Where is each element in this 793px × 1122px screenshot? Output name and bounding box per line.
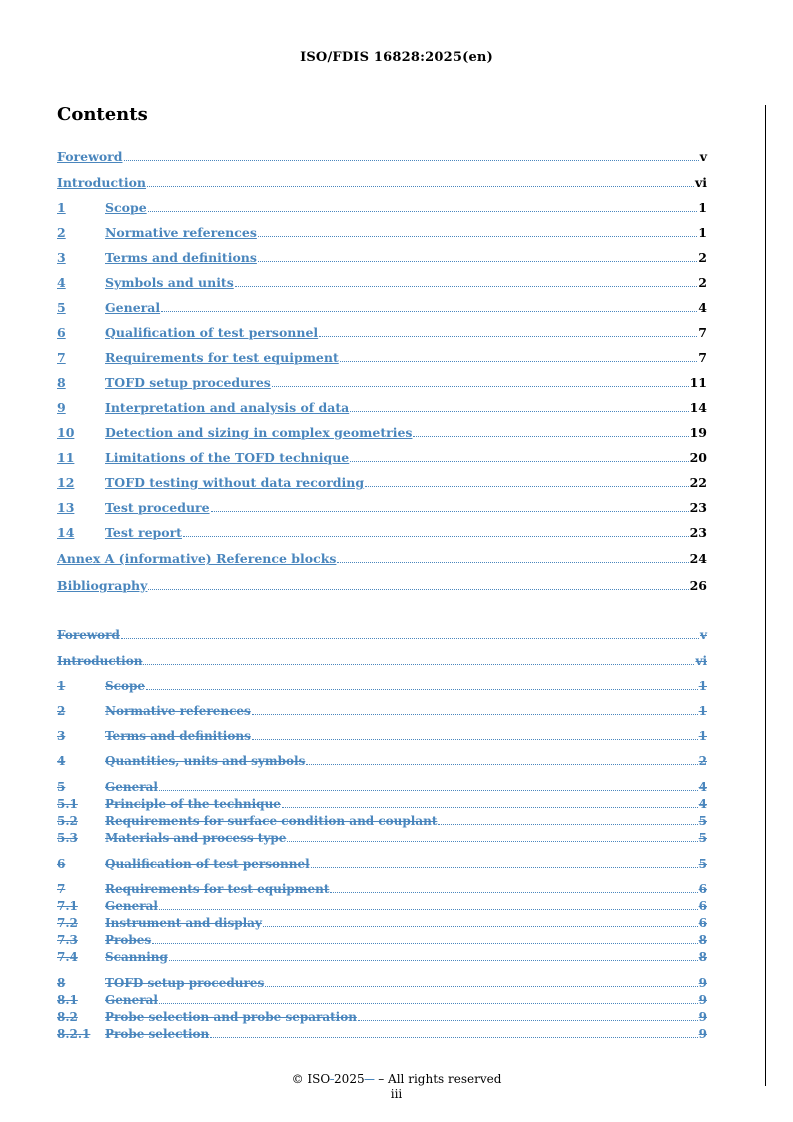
toc-entry-number: 6 <box>57 325 66 340</box>
dot-leader <box>235 286 698 287</box>
toc-entry-title: Requirements for test equipment <box>105 882 330 896</box>
toc-entry-number: 7.1 <box>57 899 78 913</box>
dot-leader <box>124 160 699 161</box>
toc-entry-title: General <box>105 899 158 913</box>
dot-leader <box>258 236 697 237</box>
toc-entry-number: 3 <box>57 250 66 265</box>
toc-entry[interactable] <box>57 148 707 164</box>
dot-leader <box>282 807 698 808</box>
deleted-toc-entry <box>57 948 707 964</box>
toc-entry-title: Requirements for surface condition and couplant <box>105 814 438 828</box>
toc-entry-title: Probes <box>105 933 152 947</box>
toc-entry-title[interactable]: Interpretation and analysis of data <box>105 400 350 415</box>
toc-entry-page: 14 <box>689 400 707 415</box>
toc-entry-title[interactable]: General <box>105 300 161 315</box>
dot-leader <box>350 411 688 412</box>
toc-entry-page: 9 <box>698 993 707 1007</box>
dot-leader <box>210 1037 697 1038</box>
dot-leader <box>152 943 698 944</box>
toc-entry-title: General <box>105 780 158 794</box>
deleted-toc-entry <box>57 931 707 947</box>
toc-entry-title: Qualification of test personnel <box>105 857 310 871</box>
dot-leader <box>306 764 697 765</box>
toc-entry-number: 5 <box>57 780 66 794</box>
toc-entry-number: 14 <box>57 525 75 540</box>
toc-entry-page: 6 <box>698 916 707 930</box>
deleted-toc-entry <box>57 752 707 768</box>
toc-entry-number: 7 <box>57 882 66 896</box>
toc-entry-number: 10 <box>57 425 75 440</box>
toc-entry-number: 1 <box>57 679 66 693</box>
toc-entry-page: 9 <box>698 1010 707 1024</box>
toc-entry-title[interactable]: Normative references <box>105 225 257 240</box>
toc-entry-title: Normative references <box>105 704 251 718</box>
toc-entry-title[interactable]: Bibliography <box>57 578 148 593</box>
toc-entry-title: Scanning <box>105 950 168 964</box>
contents-heading: Contents <box>57 104 148 125</box>
toc-entry[interactable] <box>57 399 707 415</box>
deleted-toc-entry <box>57 991 707 1007</box>
toc-entry-page: 1 <box>698 729 707 743</box>
toc-entry-page: 4 <box>698 780 707 794</box>
dot-leader <box>265 986 697 987</box>
dot-leader <box>252 714 698 715</box>
toc-entry[interactable] <box>57 474 707 490</box>
toc-entry-page: 2 <box>698 754 707 768</box>
toc-entry-page: 7 <box>698 350 707 365</box>
toc-entry-page: 20 <box>689 450 707 465</box>
toc-entry[interactable] <box>57 349 707 365</box>
toc-entry-number: 12 <box>57 475 75 490</box>
toc-entry-page: 5 <box>698 814 707 828</box>
toc-entry-number: 8.2 <box>57 1010 78 1024</box>
toc-entry-title[interactable]: Scope <box>105 200 147 215</box>
deleted-toc-entry <box>57 626 707 642</box>
toc-entry-title[interactable]: Terms and definitions <box>105 250 257 265</box>
toc-entry-page: 26 <box>689 578 707 593</box>
dot-leader <box>330 892 697 893</box>
dot-leader <box>147 186 694 187</box>
dot-leader <box>159 790 698 791</box>
document-header <box>0 50 793 65</box>
dot-leader <box>159 909 698 910</box>
dot-leader <box>287 841 697 842</box>
toc-entry-title: Terms and definitions <box>105 729 251 743</box>
deleted-toc-entry <box>57 1025 707 1041</box>
toc-entry-page: v <box>700 628 707 642</box>
toc-entry-title[interactable]: TOFD testing without data recording <box>105 475 365 490</box>
toc-entry-title: General <box>105 993 158 1007</box>
toc-entry-title[interactable]: Introduction <box>57 175 147 190</box>
dot-leader <box>183 536 689 537</box>
dot-leader <box>350 461 688 462</box>
toc-entry-title[interactable]: Requirements for test equipment <box>105 350 339 365</box>
deleted-toc-entry <box>57 778 707 794</box>
toc-entry[interactable] <box>57 249 707 265</box>
toc-entry-page: vi <box>695 654 707 668</box>
deleted-dash: – <box>364 1072 375 1086</box>
toc-entry-page: 7 <box>698 325 707 340</box>
dot-leader <box>161 311 697 312</box>
toc-entry-number: 8 <box>57 976 66 990</box>
toc-entry-title[interactable]: Test report <box>105 525 182 540</box>
deleted-toc-entry <box>57 974 707 990</box>
toc-entry-page: 9 <box>698 976 707 990</box>
dot-leader <box>365 486 688 487</box>
dot-leader <box>169 960 698 961</box>
toc-entry-page: 9 <box>698 1027 707 1041</box>
toc-entry-title[interactable]: Limitations of the TOFD technique <box>105 450 350 465</box>
toc-entry[interactable] <box>57 324 707 340</box>
toc-entry-title: Foreword <box>57 628 120 642</box>
toc-entry-title[interactable]: Test procedure <box>105 500 210 515</box>
toc-entry[interactable] <box>57 577 707 593</box>
toc-entry-number: 4 <box>57 754 66 768</box>
deleted-toc-entry <box>57 727 707 743</box>
toc-entry[interactable] <box>57 224 707 240</box>
deleted-toc-entry <box>57 677 707 693</box>
toc-entry-page: 5 <box>698 857 707 871</box>
dot-leader <box>337 562 688 563</box>
toc-entry[interactable] <box>57 274 707 290</box>
dot-leader <box>263 926 698 927</box>
toc-entry-title[interactable]: Symbols and units <box>105 275 234 290</box>
copyright-line: © ISO 2025 – – All rights reserved <box>291 1072 502 1086</box>
toc-entry-title[interactable]: TOFD setup procedures <box>105 375 271 390</box>
toc-entry-title: TOFD setup procedures <box>105 976 265 990</box>
toc-entry-page: 8 <box>698 933 707 947</box>
toc-entry-number: 4 <box>57 275 66 290</box>
toc-entry-number: 1 <box>57 200 66 215</box>
toc-entry[interactable] <box>57 374 707 390</box>
dot-leader <box>146 689 698 690</box>
toc-entry-title: Probe selection and probe separation <box>105 1010 357 1024</box>
toc-entry-title: Instrument and display <box>105 916 262 930</box>
dot-leader <box>358 1020 698 1021</box>
toc-entry-title: Materials and process type <box>105 831 287 845</box>
deleted-toc-entry <box>57 897 707 913</box>
revision-change-bar <box>765 105 766 1086</box>
toc-entry-number: 5.3 <box>57 831 78 845</box>
deleted-toc-entry <box>57 829 707 845</box>
toc-entry-page: 6 <box>698 882 707 896</box>
dot-leader <box>148 211 698 212</box>
toc-entry-number: 8.2.1 <box>57 1027 91 1041</box>
toc-entry-title[interactable]: Foreword <box>57 149 123 164</box>
toc-entry-number: 3 <box>57 729 66 743</box>
toc-entry-number: 11 <box>57 450 75 465</box>
toc-entry-number: 2 <box>57 225 66 240</box>
toc-entry-page: 1 <box>698 225 707 240</box>
dot-leader <box>159 1003 698 1004</box>
toc-entry-number: 8.1 <box>57 993 78 1007</box>
deleted-toc-entry <box>57 914 707 930</box>
deleted-toc-entry <box>57 795 707 811</box>
deleted-toc-entry <box>57 855 707 871</box>
toc-entry-title[interactable]: Qualification of test personnel <box>105 325 319 340</box>
toc-entry-number: 13 <box>57 500 75 515</box>
toc-entry-page: 1 <box>698 200 707 215</box>
toc-entry-page: 2 <box>698 250 707 265</box>
toc-entry-number: 7.3 <box>57 933 78 947</box>
toc-entry-title[interactable]: Annex A (informative) Reference blocks <box>57 551 337 566</box>
dot-leader <box>258 261 697 262</box>
toc-entry[interactable] <box>57 199 707 215</box>
toc-entry[interactable] <box>57 499 707 515</box>
dot-leader <box>211 511 689 512</box>
deleted-toc-entry <box>57 812 707 828</box>
toc-entry-number: 7 <box>57 350 66 365</box>
toc-entry-page: 23 <box>689 500 707 515</box>
dot-leader <box>272 386 689 387</box>
toc-entry-page: 4 <box>698 797 707 811</box>
toc-entry-title[interactable]: Detection and sizing in complex geometries <box>105 425 413 440</box>
dot-leader <box>252 739 698 740</box>
toc-entry-page: 24 <box>689 551 707 566</box>
toc-entry-number: 8 <box>57 375 66 390</box>
toc-entry-number: 9 <box>57 400 66 415</box>
dot-leader <box>413 436 688 437</box>
deleted-toc-entry <box>57 1008 707 1024</box>
toc-entry-page: vi <box>694 175 707 190</box>
toc-entry-page: 23 <box>689 525 707 540</box>
dot-leader <box>148 589 688 590</box>
toc-entry-title: Quantities, units and symbols <box>105 754 306 768</box>
dot-leader <box>143 664 694 665</box>
toc-entry-title: Probe selection <box>105 1027 210 1041</box>
toc-entry-title: Scope <box>105 679 146 693</box>
toc-entry-title: Principle of the technique <box>105 797 281 811</box>
dot-leader <box>311 867 698 868</box>
dot-leader <box>438 824 697 825</box>
document-id: ISO/FDIS 16828:2025(en) <box>300 50 493 65</box>
toc-entry-number: 5.1 <box>57 797 78 811</box>
toc-entry-number: 2 <box>57 704 66 718</box>
toc-entry[interactable] <box>57 449 707 465</box>
deleted-toc-entry <box>57 652 707 668</box>
toc-entry-page: 19 <box>689 425 707 440</box>
toc-entry-page: 1 <box>698 679 707 693</box>
deleted-toc-entry <box>57 880 707 896</box>
deleted-toc-entry <box>57 702 707 718</box>
toc-entry-number: 7.2 <box>57 916 78 930</box>
toc-entry-title: Introduction <box>57 654 143 668</box>
toc-entry-page: v <box>699 149 707 164</box>
toc-entry-page: 11 <box>689 375 707 390</box>
toc-entry-number: 7.4 <box>57 950 78 964</box>
toc-entry-page: 5 <box>698 831 707 845</box>
toc-entry[interactable] <box>57 524 707 540</box>
toc-entry-number: 5.2 <box>57 814 78 828</box>
page-number: iii <box>390 1087 403 1101</box>
dot-leader <box>319 336 697 337</box>
toc-entry-page: 22 <box>689 475 707 490</box>
toc-entry-number: 6 <box>57 857 66 871</box>
dot-leader <box>121 638 699 639</box>
toc-entry[interactable] <box>57 299 707 315</box>
toc-entry[interactable] <box>57 550 707 566</box>
toc-entry-page: 6 <box>698 899 707 913</box>
toc-entry-page: 4 <box>698 300 707 315</box>
dot-leader <box>340 361 698 362</box>
toc-entry-page: 8 <box>698 950 707 964</box>
toc-entry[interactable] <box>57 424 707 440</box>
page-footer <box>0 1072 793 1102</box>
toc-entry-page: 1 <box>698 704 707 718</box>
toc-entry[interactable] <box>57 174 707 190</box>
toc-entry-page: 2 <box>698 275 707 290</box>
toc-entry-number: 5 <box>57 300 66 315</box>
